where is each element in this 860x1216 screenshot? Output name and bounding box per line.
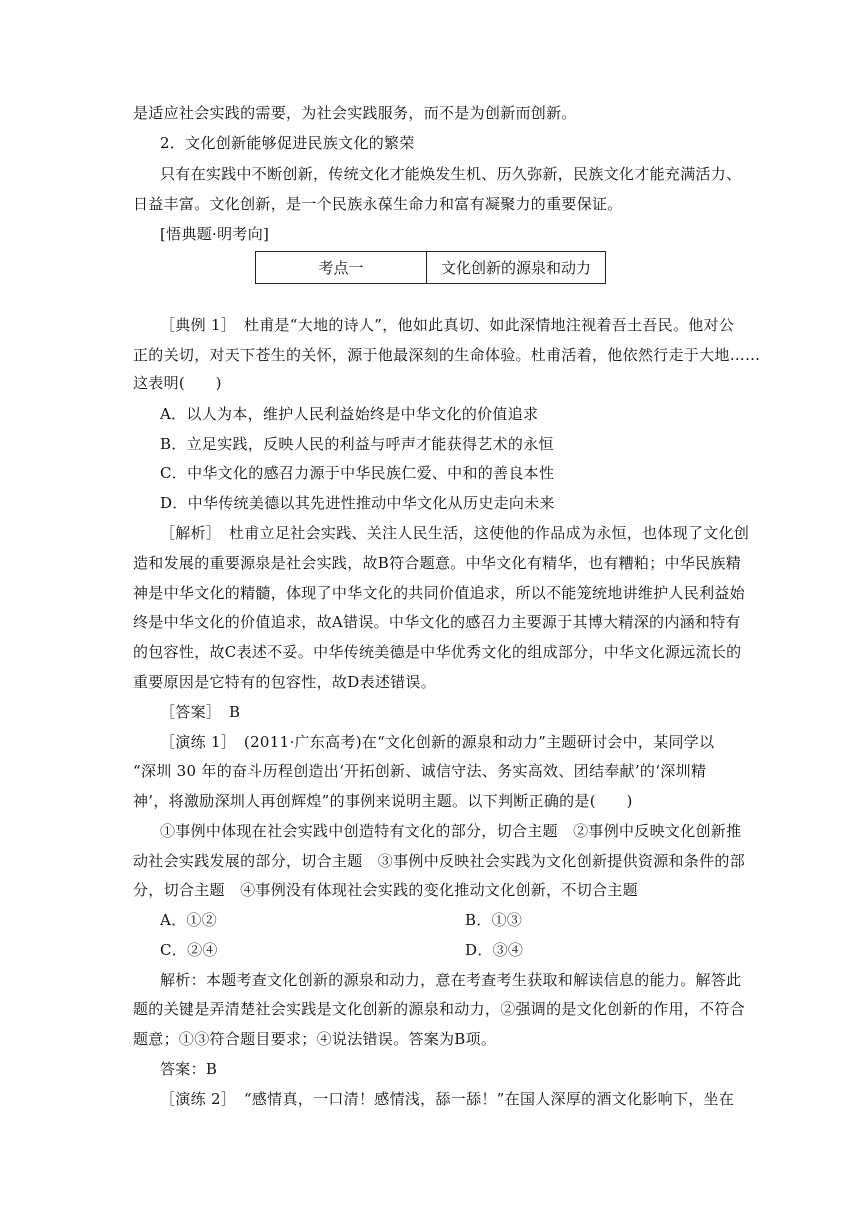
analysis-line: 造和发展的重要源泉是社会实践，故B符合题意。中华文化有精华，也有糟粕；中华民族精 <box>133 554 742 572</box>
option-d: D．中华传统美德以其先进性推动中华文化从历史走向未来 <box>160 494 555 512</box>
option-a: A．以人为本，维护人民利益始终是中华文化的价值追求 <box>160 405 539 423</box>
answer-line: ［答案］ B <box>160 703 241 721</box>
example-question-line: 正的关切，对天下苍生的关怀，源于他最深刻的生命体验。杜甫活着，他依然行走于大地…… <box>133 346 761 364</box>
analysis-line: ［解析］ 杜甫立足社会实践、关注人民生活，这使他的作品成为永恒，也体现了文化创 <box>160 524 750 542</box>
analysis-line: 解析：本题考查文化创新的源泉和动力，意在考查考生获取和解读信息的能力。解答此 <box>160 971 742 989</box>
analysis-line: 重要原因是它特有的包容性，故D表述错误。 <box>133 673 437 691</box>
drill-question-line: ［演练 2］ “感情真，一口清！感情浅，舔一舔！”在国人深厚的酒文化影响下，坐在 <box>160 1090 735 1108</box>
option-c: C．②④ <box>160 941 218 959</box>
option-b: B．立足实践，反映人民的利益与呼声才能获得艺术的永恒 <box>160 435 554 453</box>
section-heading: 2．文化创新能够促进民族文化的繁荣 <box>160 134 415 152</box>
option-d: D．③④ <box>465 941 524 959</box>
example-question-line: ［典例 1］ 杜甫是“大地的诗人”，他如此真切、如此深情地注视着吾土吾民。他对公 <box>160 316 735 334</box>
section-tag: [悟典题·明考向] <box>160 225 270 243</box>
analysis-line: 神是中华文化的精髓，体现了中华文化的共同价值追求，所以不能笼统地讲维护人民利益始 <box>133 584 746 602</box>
analysis-line: 题的关键是弄清楚社会实践是文化创新的源泉和动力，②强调的是文化创新的作用，不符合 <box>133 1000 746 1018</box>
drill-question-line: “深圳 30 年的奋斗历程创造出‘开拓创新、诚信守法、务实高效、团结奉献’的‘深圳精 <box>133 762 707 780</box>
drill-question-line: 神’，将激励深圳人再创辉煌”的事例来说明主题。以下判断正确的是( ) <box>133 792 633 810</box>
analysis-line: 题意；①③符合题目要求；④说法错误。答案为B项。 <box>133 1030 497 1048</box>
option-c: C．中华文化的感召力源于中华民族仁爱、中和的善良本性 <box>160 464 555 482</box>
analysis-line: 的包容性，故C表述不妥。中华传统美德是中华优秀文化的组成部分，中华文化源远流长的 <box>133 643 742 661</box>
analysis-line: 终是中华文化的价值追求，故A错误。中华文化的感召力主要源于其博大精深的内涵和特有 <box>133 613 741 631</box>
example-question-line: 这表明( ) <box>133 374 222 392</box>
paragraph-line: 只有在实践中不断创新，传统文化才能焕发生机、历久弥新，民族文化才能充满活力、 <box>160 165 742 183</box>
statement-line: 分，切合主题 ④事例没有体现社会实践的变化推动文化创新，不切合主题 <box>133 881 638 899</box>
kaodian-topic: 文化创新的源泉和动力 <box>427 252 606 284</box>
drill-question-line: ［演练 1］ (2011·广东高考)在“文化创新的源泉和动力”主题研讨会中，某同学以 <box>160 733 715 751</box>
kaodian-table <box>255 251 606 284</box>
statement-line: 动社会实践发展的部分，切合主题 ③事例中反映社会实践为文化创新提供资源和条件的部 <box>133 852 746 870</box>
paragraph-line: 日益丰富。文化创新，是一个民族永葆生命力和富有凝聚力的重要保证。 <box>133 195 623 213</box>
answer-line: 答案：B <box>160 1060 218 1078</box>
kaodian-label: 考点一 <box>256 252 427 284</box>
statement-line: ①事例中体现在社会实践中创造特有文化的部分，切合主题 ②事例中反映文化创新推 <box>160 822 742 840</box>
option-b: B．①③ <box>465 911 523 929</box>
intro-line: 是适应社会实践的需要，为社会实践服务，而不是为创新而创新。 <box>133 104 577 122</box>
option-a: A．①② <box>160 911 218 929</box>
